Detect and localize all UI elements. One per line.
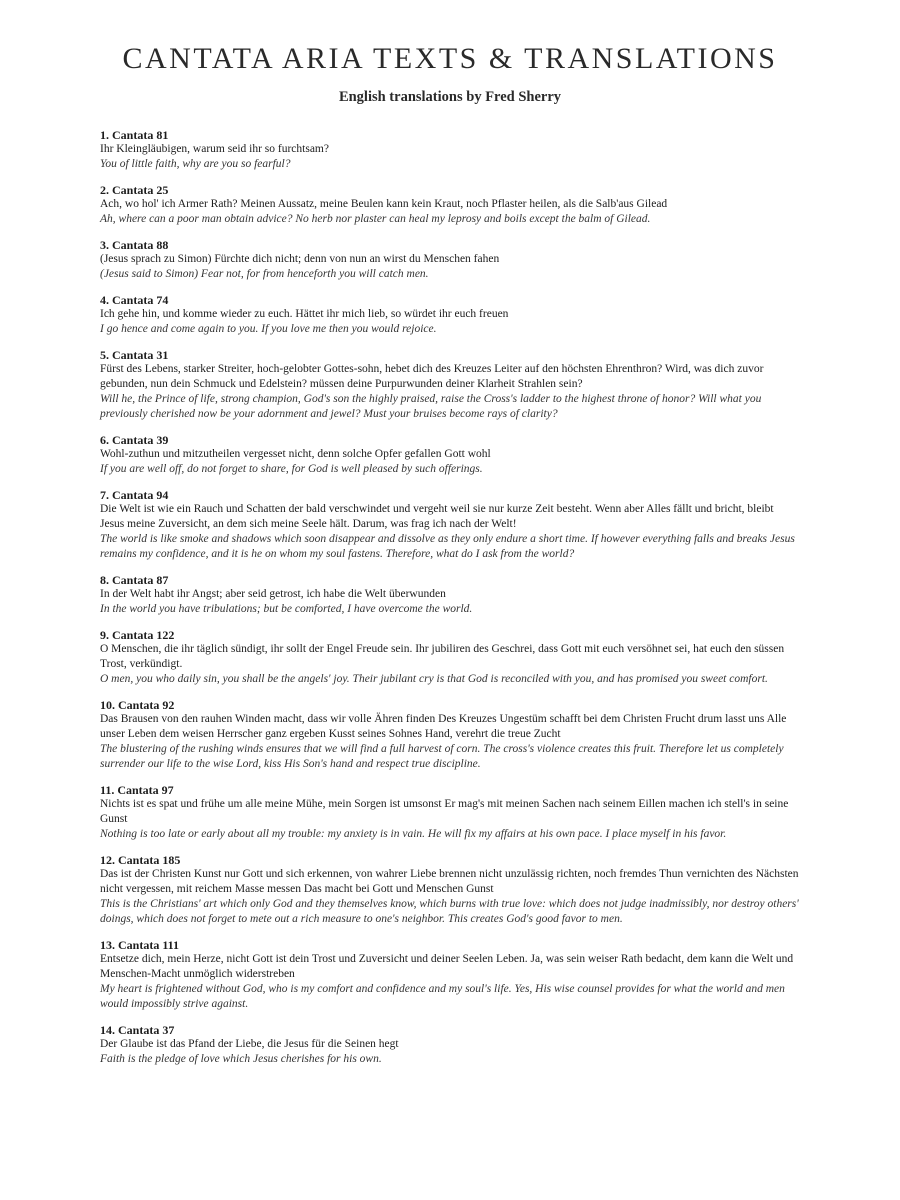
english-translation: The world is like smoke and shadows which soon disappear and dissolve as they only endure a short time. If however everything falls and breaks Jesus remains my confidence, and it is he on whom my soul fastens. Therefore, what do I ask from the world? [100, 533, 795, 560]
german-text: Ach, wo hol' ich Armer Rath? Meinen Aussatz, meine Beulen kann kein Kraut, noch Pflaster heilen, als die Salb'aus Gilead [100, 198, 668, 210]
entry-heading: 13. Cantata 111 [100, 938, 180, 952]
english-translation: If you are well off, do not forget to share, for God is well pleased by such offerings. [100, 463, 483, 475]
english-translation: O men, you who daily sin, you shall be the angels' joy. Their jubilant cry is that God is reconciled with you, and has promised you sweet comfort. [100, 673, 768, 685]
list-item [100, 783, 800, 842]
english-translation: Will he, the Prince of life, strong champion, God's son the highly praised, raise the Cross's ladder to the highest throne of honor? Will what you previously cherished now be your adornment and jewel? Must your bruises become rays of clarity? [100, 393, 762, 420]
german-text: Ich gehe hin, und komme wieder zu euch. Hättet ihr mich lieb, so würdet ihr euch freuen [100, 308, 509, 320]
german-text: Ihr Kleingläubigen, warum seid ihr so furchtsam? [100, 143, 329, 155]
list-item [100, 1023, 800, 1067]
english-translation: You of little faith, why are you so fearful? [100, 158, 291, 170]
list-item [100, 938, 800, 1012]
list-item [100, 183, 800, 227]
english-translation: Nothing is too late or early about all my trouble: my anxiety is in vain. He will fix my affairs at his own pace. I place myself in his favor. [100, 828, 727, 840]
entry-heading: 9. Cantata 122 [100, 628, 175, 642]
list-item [100, 433, 800, 477]
german-text: (Jesus sprach zu Simon) Fürchte dich nicht; denn von nun an wirst du Menschen fahen [100, 253, 500, 265]
german-text: Fürst des Lebens, starker Streiter, hoch-gelobter Gottes-sohn, hebet dich des Kreuzes Leiter auf den höchsten Ehrenthron? Wird, was dich zuvor gebunden, nun dein Schmuck und Edelstein? müssen deine Purpurwunden deiner Klarheit Strahlen sein? [100, 363, 764, 390]
english-translation: Faith is the pledge of love which Jesus cherishes for his own. [100, 1053, 382, 1065]
german-text: Das Brausen von den rauhen Winden macht, dass wir volle Ähren finden Des Kreuzes Ungestüm schafft bei dem Christen Frucht drum lasst uns Alle unser Leben dem weisen Herrscher ganz ergeben Kusst seines Sohnes Hand, verehrt die treue Zucht [100, 713, 787, 740]
list-item [100, 573, 800, 617]
english-translation: In the world you have tribulations; but be comforted, I have overcome the world. [100, 603, 473, 615]
entry-heading: 11. Cantata 97 [100, 783, 174, 797]
german-text: Entsetze dich, mein Herze, nicht Gott ist dein Trost und Zuversicht und deiner Seelen Leben. Ja, was sein weiser Rath bedacht, dem kann die Welt und Menschen-Macht unmöglich widerstreben [100, 953, 794, 980]
entry-heading: 4. Cantata 74 [100, 293, 169, 307]
entry-heading: 12. Cantata 185 [100, 853, 181, 867]
list-item [100, 293, 800, 337]
list-item [100, 853, 800, 927]
english-translation: I go hence and come again to you. If you love me then you would rejoice. [100, 323, 437, 335]
entry-heading: 1. Cantata 81 [100, 128, 169, 142]
entry-heading: 8. Cantata 87 [100, 573, 169, 587]
german-text: Das ist der Christen Kunst nur Gott und sich erkennen, von wahrer Liebe brennen nicht unzulässig richten, noch fremdes Thun vernichten des Nächsten nicht vergessen, mit reichem Masse messen Das macht bei Gott und Menschen Gunst [100, 868, 799, 895]
page-subtitle: English translations by Fred Sherry [338, 89, 562, 105]
page-title: CANTATA ARIA TEXTS & TRANSLATIONS [122, 42, 778, 75]
entry-list [100, 128, 800, 1067]
list-item [100, 238, 800, 282]
entry-heading: 6. Cantata 39 [100, 433, 169, 447]
entry-heading: 5. Cantata 31 [100, 348, 169, 362]
german-text: In der Welt habt ihr Angst; aber seid getrost, ich habe die Welt überwunden [100, 588, 446, 600]
entry-heading: 3. Cantata 88 [100, 238, 169, 252]
list-item [100, 348, 800, 422]
entry-heading: 10. Cantata 92 [100, 698, 175, 712]
german-text: Der Glaube ist das Pfand der Liebe, die Jesus für die Seinen hegt [100, 1038, 399, 1050]
german-text: O Menschen, die ihr täglich sündigt, ihr sollt der Engel Freude sein. Ihr jubiliren des Geschrei, dass Gott mit euch versöhnet sei, hat euch den süssen Trost, verkündigt. [100, 643, 785, 670]
german-text: Die Welt ist wie ein Rauch und Schatten der bald verschwindet und vergeht weil sie nur kurze Zeit besteht. Wenn aber Alles fällt und bricht, bleibt Jesus meine Zuversicht, an dem sich meine Seele hält. Darum, was frag ich nach der Welt! [100, 503, 774, 530]
english-translation: The blustering of the rushing winds ensures that we will find a full harvest of corn. The cross's violence creates this fruit. Therefore let us completely surrender our life to the wise Lord, kiss His Son's hand and respect true discipline. [100, 743, 784, 770]
english-translation: (Jesus said to Simon) Fear not, for from henceforth you will catch men. [100, 268, 429, 280]
german-text: Wohl-zuthun und mitzutheilen vergesset nicht, denn solche Opfer gefallen Gott wohl [100, 448, 491, 460]
list-item [100, 628, 800, 687]
list-item [100, 128, 800, 172]
english-translation: This is the Christians' art which only God and they themselves know, which burns with true love: which does not judge inadmissibly, nor destroy others' doings, which does not forget to mete out a rich measure to one's neighbor. This creates God's good favor to men. [100, 898, 799, 925]
entry-heading: 7. Cantata 94 [100, 488, 169, 502]
english-translation: Ah, where can a poor man obtain advice? No herb nor plaster can heal my leprosy and boils except the balm of Gilead. [100, 213, 651, 225]
german-text: Nichts ist es spat und frühe um alle meine Mühe, mein Sorgen ist umsonst Er mag's mit meinen Sachen nach seinem Eillen machen ich stell's in seine Gunst [100, 798, 789, 825]
entry-heading: 2. Cantata 25 [100, 183, 169, 197]
english-translation: My heart is frightened without God, who is my comfort and confidence and my soul's life. Yes, His wise counsel provides for what the world and men would impossibly strive against. [100, 983, 785, 1010]
list-item [100, 698, 800, 772]
list-item [100, 488, 800, 562]
entry-heading: 14. Cantata 37 [100, 1023, 175, 1037]
